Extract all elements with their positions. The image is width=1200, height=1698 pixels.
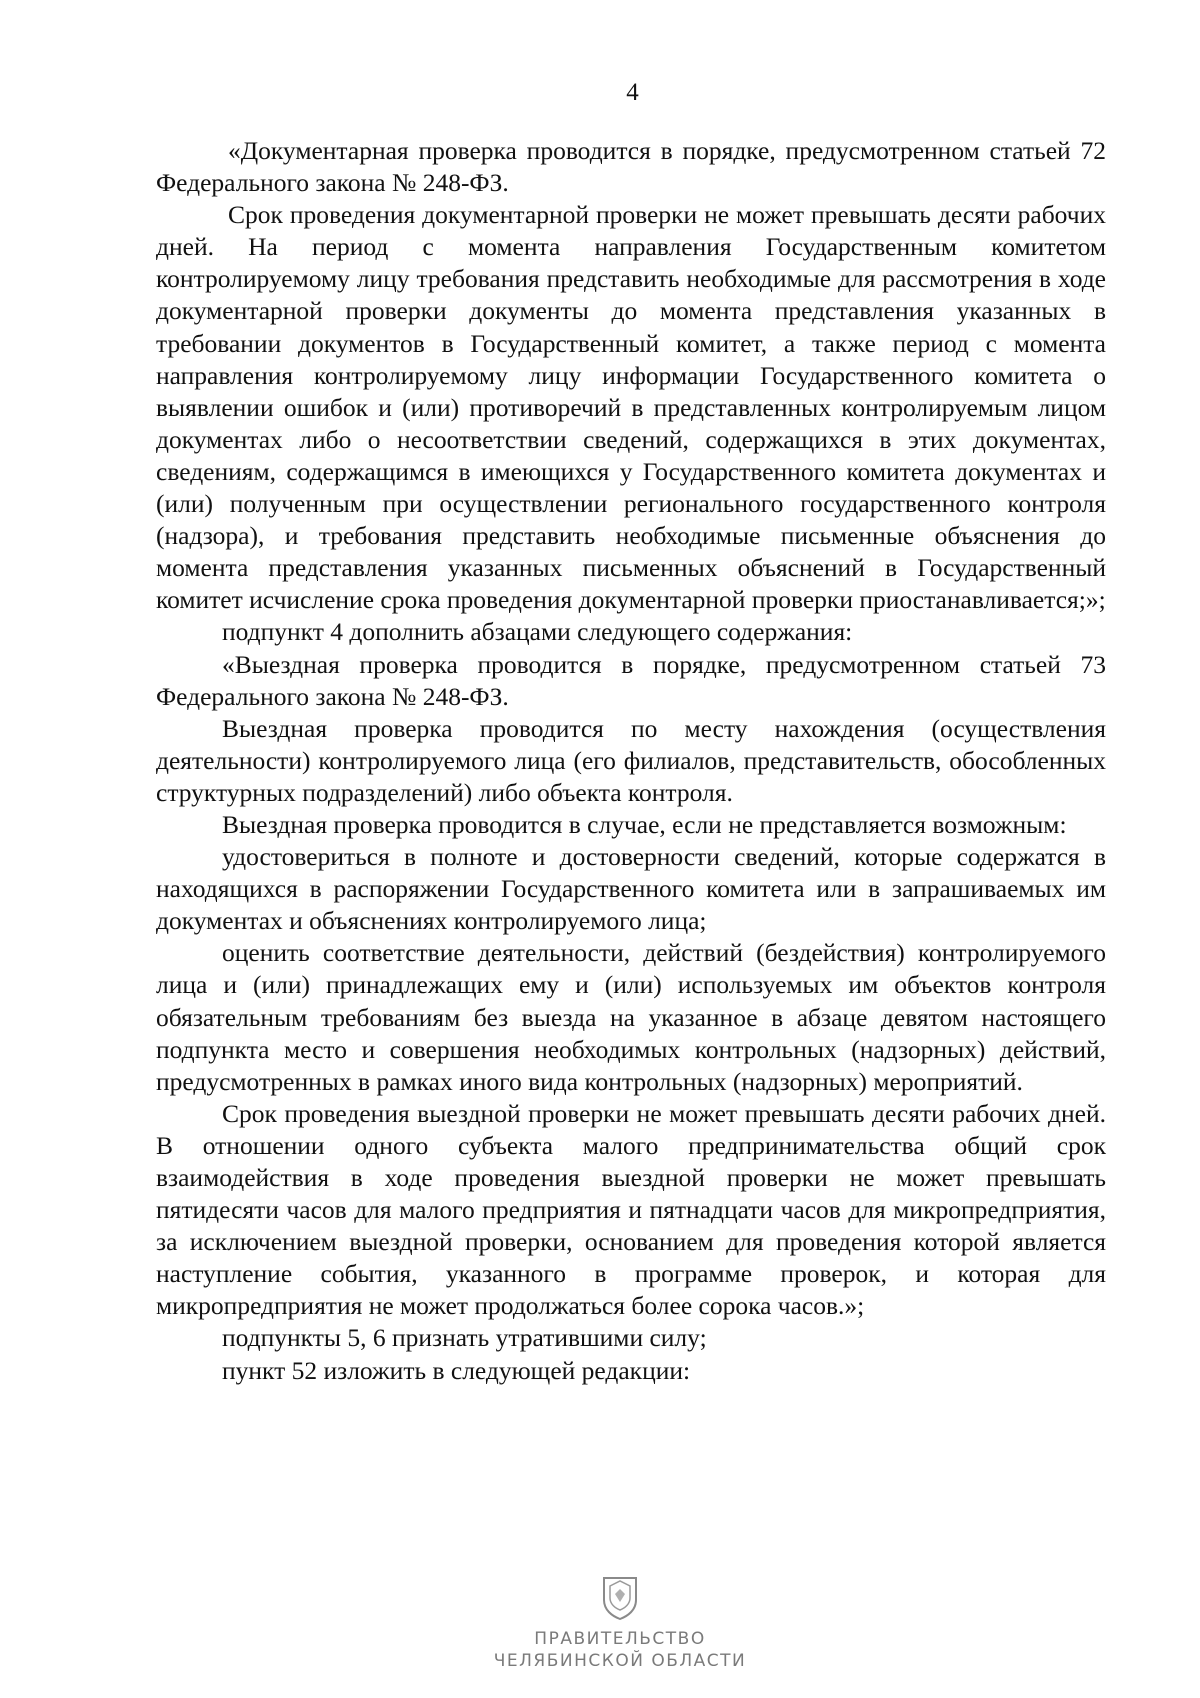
paragraph-9: Срок проведения выездной проверки не может превышать десяти рабочих дней. В отношении одного субъекта малого предпринимательства общий срок взаимодействия в ходе проведения выездной проверки не может превышать пятидесяти часов для малого предприятия и пятнадцати часов для микропредприятия, за исключением выездной проверки, основанием для проведения которой является наступление события, указанного в программе проверок, и которая для микропредприятия не может продолжаться более сорока часов.»; [156,1098,1106,1321]
government-stamp [480,1572,760,1672]
paragraph-5: Выездная проверка проводится по месту нахождения (осуществления деятельности) контролируемого лица (его филиалов, представительств, обособленных структурных подразделений) либо объекта контроля. [156,713,1106,807]
paragraph-2: Срок проведения документарной проверки не может превышать десяти рабочих дней. На период с момента направления Государственным комитетом контролируемому лицу требования представить необходимые для рассмотрения в ходе документарной проверки документы до момента представления указанных в требовании документов в Государственный комитет, а также период с момента направления контролируемому лицу информации Государственного комитета о выявлении ошибок и (или) противоречий в представленных контролируемым лицом документах либо о несоответствии сведений, содержащихся в этих документах, сведениям, содержащимся в имеющихся у Государственного комитета документах и (или) полученным при осуществлении регионального государственного контроля (надзора), и требования представить необходимые письменные объяснения до момента представления указанных письменных объяснений в Государственный комитет исчисление срока проведения документарной проверки приостанавливается;»; [156,200,1106,615]
paragraph-4: «Выездная проверка проводится в порядке, предусмотренном статьей 73 Федерального закона № 248-ФЗ. [156,649,1106,711]
stamp-line-2: ЧЕЛЯБИНСКОЙ ОБЛАСТИ [493,1651,747,1671]
paragraph-8: оценить соответствие деятельности, действий (бездействия) контролируемого лица и (или) принадлежащих ему и (или) используемых им объектов контроля обязательным требованиям без выезда на указанное в абзаце девятом настоящего подпункта место и совершения необходимых контрольных (надзорных) действий, предусмотренных в рамках иного вида контрольных (надзорных) мероприятий. [156,938,1106,1096]
stamp-line-1: ПРАВИТЕЛЬСТВО [534,1629,706,1649]
emblem-icon [600,1572,640,1620]
document-body [156,135,1106,1387]
page-number: 4 [626,79,639,106]
paragraph-3: подпункт 4 дополнить абзацами следующего содержания: [222,617,853,647]
paragraph-10: подпункты 5, 6 признать утратившими силу; [222,1323,707,1353]
paragraph-1: «Документарная проверка проводится в порядке, предусмотренном статьей 72 Федерального закона № 248-ФЗ. [156,136,1106,198]
paragraph-11: пункт 52 изложить в следующей редакции: [222,1355,691,1385]
paragraph-7: удостовериться в полноте и достоверности сведений, которые содержатся в находящихся в распоряжении Государственного комитета или в запрашиваемых им документах и объяснениях контролируемого лица; [156,842,1106,936]
paragraph-6: Выездная проверка проводится в случае, если не представляется возможным: [222,809,1067,839]
